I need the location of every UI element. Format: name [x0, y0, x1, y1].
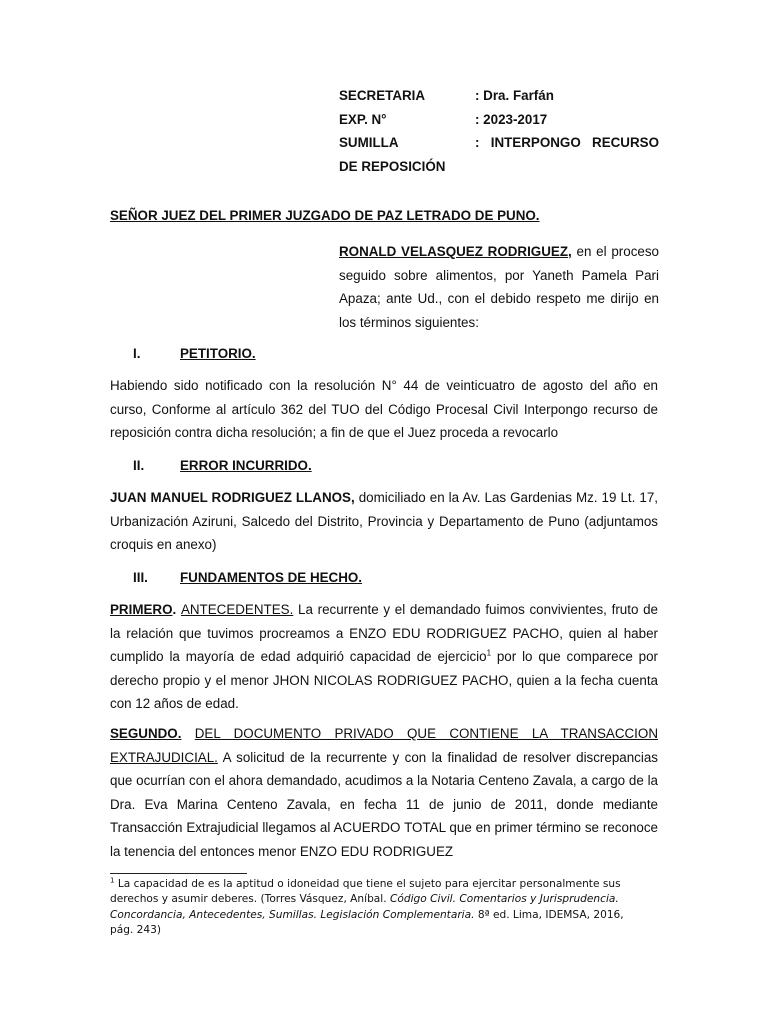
segundo-paragraph: [110, 722, 658, 864]
sumilla-label: SUMILLA: [339, 135, 399, 150]
case-header: [339, 84, 659, 178]
segundo-text: A solicitud de la recurrente y con la finalidad de resolver discrepancias que ocurrían con el ahora demandado, acudimos a la Notaria Centeno Zavala, a cargo de la Dra. Eva Marina Centeno Zavala, en fecha 11 de junio de 2011, donde mediante Transacción Extrajudicial llegamos al ACUERDO TOTAL que en primer término se reconoce la tenencia del entonces menor ENZO EDU RODRIGUEZ: [110, 749, 658, 859]
footnote-text-b: 8ª ed. Lima, IDEMSA, 2016, pág. 243): [110, 908, 624, 937]
section-heading-error: [133, 458, 312, 473]
secretaria-row: [339, 84, 659, 108]
footnote-number: 1: [110, 876, 115, 885]
segundo-label: SEGUNDO.: [110, 726, 182, 741]
exp-row: [339, 108, 659, 132]
primero-text-b: por lo que comparece por derecho propio y el menor JHON NICOLAS RODRIGUEZ PACHO, quien a la fecha cuenta con 12 años de edad.: [110, 649, 658, 712]
exp-label: EXP. N°: [339, 111, 387, 127]
addressee: SEÑOR JUEZ DEL PRIMER JUZGADO DE PAZ LETRADO DE PUNO.: [110, 208, 540, 223]
section-number: III.: [133, 570, 148, 585]
section-number: I.: [133, 346, 141, 361]
section-title: PETITORIO.: [180, 346, 256, 361]
intro-paragraph: [339, 240, 659, 334]
secretaria-value: : Dra. Farfán: [475, 88, 554, 103]
section-title: ERROR INCURRIDO.: [180, 458, 312, 473]
intro-text: en el proceso seguido sobre alimentos, por Yaneth Pamela Pari Apaza; ante Ud., con el debido respeto me dirijo en los términos siguientes:: [339, 244, 660, 330]
error-paragraph: [110, 486, 658, 557]
petitorio-paragraph: Habiendo sido notificado con la resolución N° 44 de veinticuatro de agosto del año en curso, Conforme al artículo 362 del TUO del Código Procesal Civil Interpongo recurso de reposición contra dicha resolución; a fin de que el Juez proceda a revocarlo: [110, 378, 658, 441]
primero-label: PRIMERO: [110, 602, 173, 617]
section-heading-fundamentos: [133, 570, 362, 585]
sumilla-row: [339, 131, 659, 155]
footnote-book-title: Código Civil. Comentarios y Jurisprudencia. Concordancia, Antecedentes, Sumillas. Legislación Complementaria.: [110, 893, 619, 921]
petitioner-name: RONALD VELASQUEZ RODRIGUEZ,: [339, 244, 572, 259]
exp-value: : 2023-2017: [475, 111, 548, 127]
footnote-divider: [110, 873, 247, 874]
secretaria-label: SECRETARIA: [339, 88, 426, 103]
sumilla-continued: DE REPOSICIÓN: [339, 158, 446, 174]
section-title: FUNDAMENTOS DE HECHO.: [180, 570, 363, 585]
section-heading-petitorio: [133, 346, 256, 361]
segundo-subtitle: DEL DOCUMENTO PRIVADO QUE CONTIENE LA TRANSACCION EXTRAJUDICIAL.: [110, 726, 658, 765]
defendant-name: JUAN MANUEL RODRIGUEZ LLANOS,: [110, 490, 355, 505]
primero-paragraph: [110, 598, 658, 716]
primero-subtitle: ANTECEDENTES.: [180, 602, 294, 617]
sumilla-value: : INTERPONGO RECURSO: [475, 135, 659, 150]
sumilla-continued-row: [339, 155, 659, 179]
error-text: domiciliado en la Av. Las Gardenias Mz. 19 Lt. 17, Urbanización Aziruni, Salcedo del Distrito, Provincia y Departamento de Puno (adjuntamos croquis en anexo): [110, 490, 659, 553]
primero-text-a: La recurrente y el demandado fuimos convivientes, fruto de la relación que tuvimos procreamos a ENZO EDU RODRIGUEZ PACHO, quien al haber cumplido la mayoría de edad adquirió capacidad de ejercicio: [110, 602, 658, 665]
primero-dot: .: [172, 602, 181, 617]
footnote-reference[interactable]: 1: [486, 648, 492, 658]
footnote: [110, 877, 640, 939]
section-number: II.: [133, 458, 145, 473]
footnote-text-a: La capacidad de es la aptitud o idoneidad que tiene el sujeto para ejercitar personalmente sus derechos y asumir deberes. (Torres Vásquez, Aníbal.: [110, 878, 621, 906]
